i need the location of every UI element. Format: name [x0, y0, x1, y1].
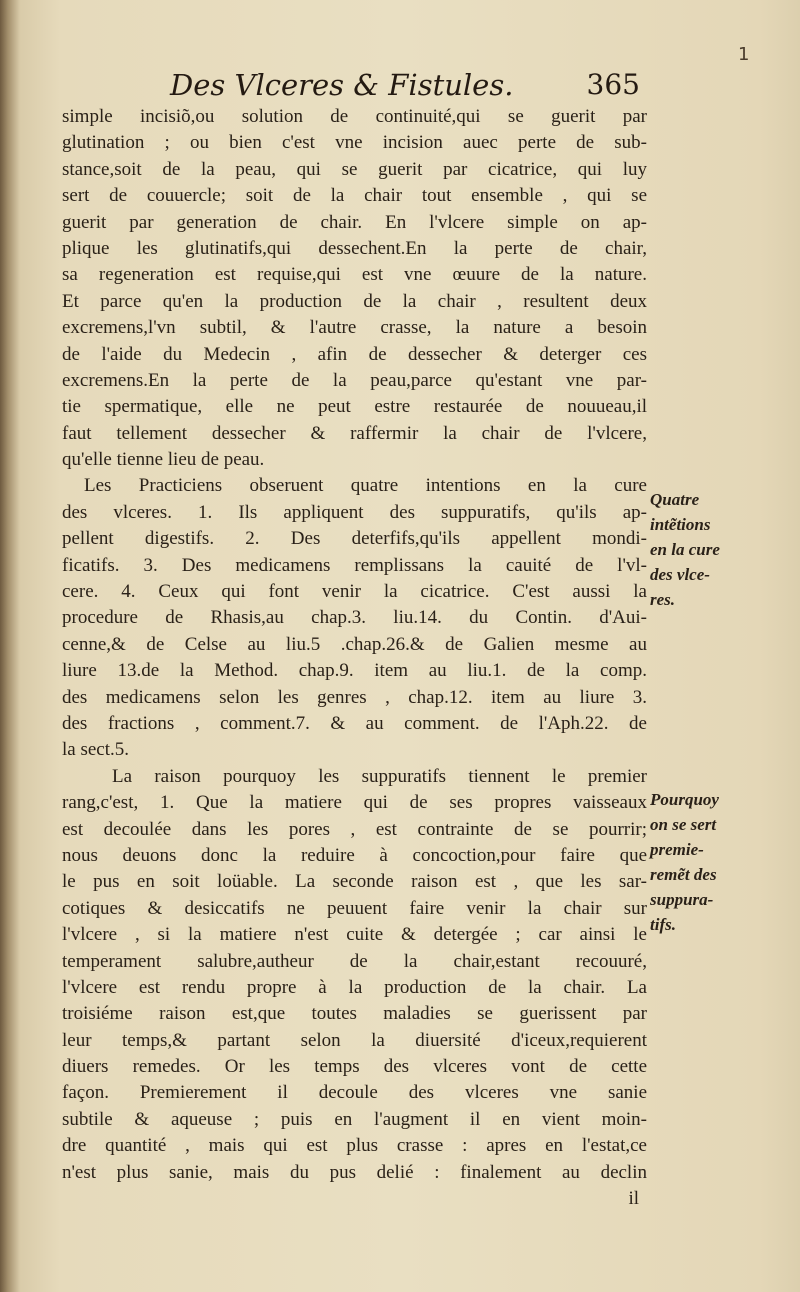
margin-note-line: des vlce- [650, 565, 710, 584]
text-line: façon. Premierement il decoule des vlceres vne sanie [62, 1082, 647, 1104]
text-line: simple incisiõ,ou solution de continuité,qui se guerit par [62, 106, 647, 127]
margin-note-suppuratifs [650, 787, 770, 937]
margin-note-line: en la cure [650, 540, 720, 559]
text-line: cotiques & desiccatifs ne peuuent faire venir la chair sur [62, 897, 647, 919]
corner-mark: 1 [738, 44, 750, 65]
text-line: glutination ; ou bien c'est vne incision auec perte de sub- [62, 132, 647, 154]
text-line: sa regeneration est requise,qui est vne œuure de la nature. [62, 264, 647, 286]
margin-note-line: remẽt des [650, 865, 717, 884]
text-line: l'vlcere est rendu propre à la production de la chair. La [62, 976, 647, 998]
margin-note-line: suppura- [650, 890, 714, 909]
body-text [62, 104, 647, 1212]
margin-note-line: intẽtions [650, 515, 711, 534]
text-line: Et parce qu'en la production de la chair , resultent deux [62, 290, 647, 312]
text-line: des fractions , comment.7. & au comment. de l'Aph.22. de [62, 712, 647, 734]
margin-note-line: res. [650, 590, 676, 609]
text-line: ficatifs. 3. Des medicamens remplissans la cauité de l'vl- [62, 554, 647, 576]
text-line: stance,soit de la peau, qui se guerit par cicatrice, qui luy [62, 158, 647, 180]
margin-note-line: on se sert [650, 815, 717, 834]
text-line: plique les glutinatifs,qui dessechent.En la perte de chair, [62, 237, 647, 259]
text-line: tie spermatique, elle ne peut estre restaurée de nouueau,il [62, 396, 647, 418]
margin-note-line: tifs. [650, 915, 676, 934]
text-line: cenne,& de Celse au liu.5 .chap.26.& de Galien mesme au [62, 633, 647, 655]
margin-note-line: Quatre [650, 490, 700, 509]
margin-note-line: Pourquoy [650, 790, 719, 809]
page-number: 365 [586, 68, 640, 101]
text-line: rang,c'est, 1. Que la matiere qui de ses propres vaisseaux [62, 792, 647, 814]
text-line: le pus en soit loüable. La seconde raison est , que les sar- [62, 871, 647, 893]
text-line: subtile & aqueuse ; puis en l'augment il en vient moin- [62, 1108, 647, 1130]
page-header [170, 68, 640, 108]
text-line: dre quantité , mais qui est plus crasse : apres en l'estat,ce [62, 1135, 647, 1157]
text-line: La raison pourquoy les suppuratifs tiennent le premier [112, 765, 647, 787]
text-line: pellent digestifs. 2. Des deterfifs,qu'ils appellent mondi- [62, 528, 647, 550]
text-line: la sect.5. [62, 739, 130, 761]
running-title: Des Vlceres & Fistules. [170, 68, 514, 102]
text-line: diuers remedes. Or les temps des vlceres vont de cette [62, 1056, 647, 1078]
text-line: procedure de Rhasis,au chap.3. liu.14. du Contin. d'Aui- [62, 607, 647, 629]
text-line: guerit par generation de chair. En l'vlcere simple on ap- [62, 211, 647, 233]
text-line: troisiéme raison est,que toutes maladies se guerissent par [62, 1003, 647, 1025]
text-line: n'est plus sanie, mais du pus delié : finalement au declin [62, 1161, 647, 1183]
text-line: des medicamens selon les genres , chap.12. item au liure 3. [62, 686, 647, 708]
text-line: de l'aide du Medecin , afin de dessecher & deterger ces [62, 343, 647, 365]
text-line: nous deuons donc la reduire à concoction,pour faire que [62, 844, 647, 866]
catchword: il [628, 1188, 639, 1210]
text-line: qu'elle tienne lieu de peau. [62, 449, 265, 471]
text-line: des vlceres. 1. Ils appliquent des suppuratifs, qu'ils ap- [62, 501, 647, 523]
text-line: Les Practiciens obseruent quatre intentions en la cure [84, 475, 647, 497]
text-line: temperament salubre,autheur de la chair,estant recouuré, [62, 950, 647, 972]
margin-note-intentions [650, 487, 770, 612]
text-line: excremens.En la perte de la peau,parce qu'estant vne par- [62, 369, 647, 391]
text-line: leur temps,& partant selon la diuersité d'iceux,requierent [62, 1029, 647, 1051]
text-line: faut tellement dessecher & raffermir la chair de l'vlcere, [62, 422, 647, 444]
text-line: cere. 4. Ceux qui font venir la cicatrice. C'est aussi la [62, 581, 647, 603]
text-line: excremens,l'vn subtil, & l'autre crasse, la nature a besoin [62, 317, 647, 339]
text-line: liure 13.de la Method. chap.9. item au liu.1. de la comp. [62, 660, 647, 682]
text-line: est decoulée dans les pores , est contrainte de se pourrir; [62, 818, 647, 840]
margin-note-line: premie- [650, 840, 704, 859]
text-line: sert de couuercle; soit de la chair tout ensemble , qui se [62, 185, 647, 207]
text-line: l'vlcere , si la matiere n'est cuite & detergée ; car ainsi le [62, 924, 647, 946]
